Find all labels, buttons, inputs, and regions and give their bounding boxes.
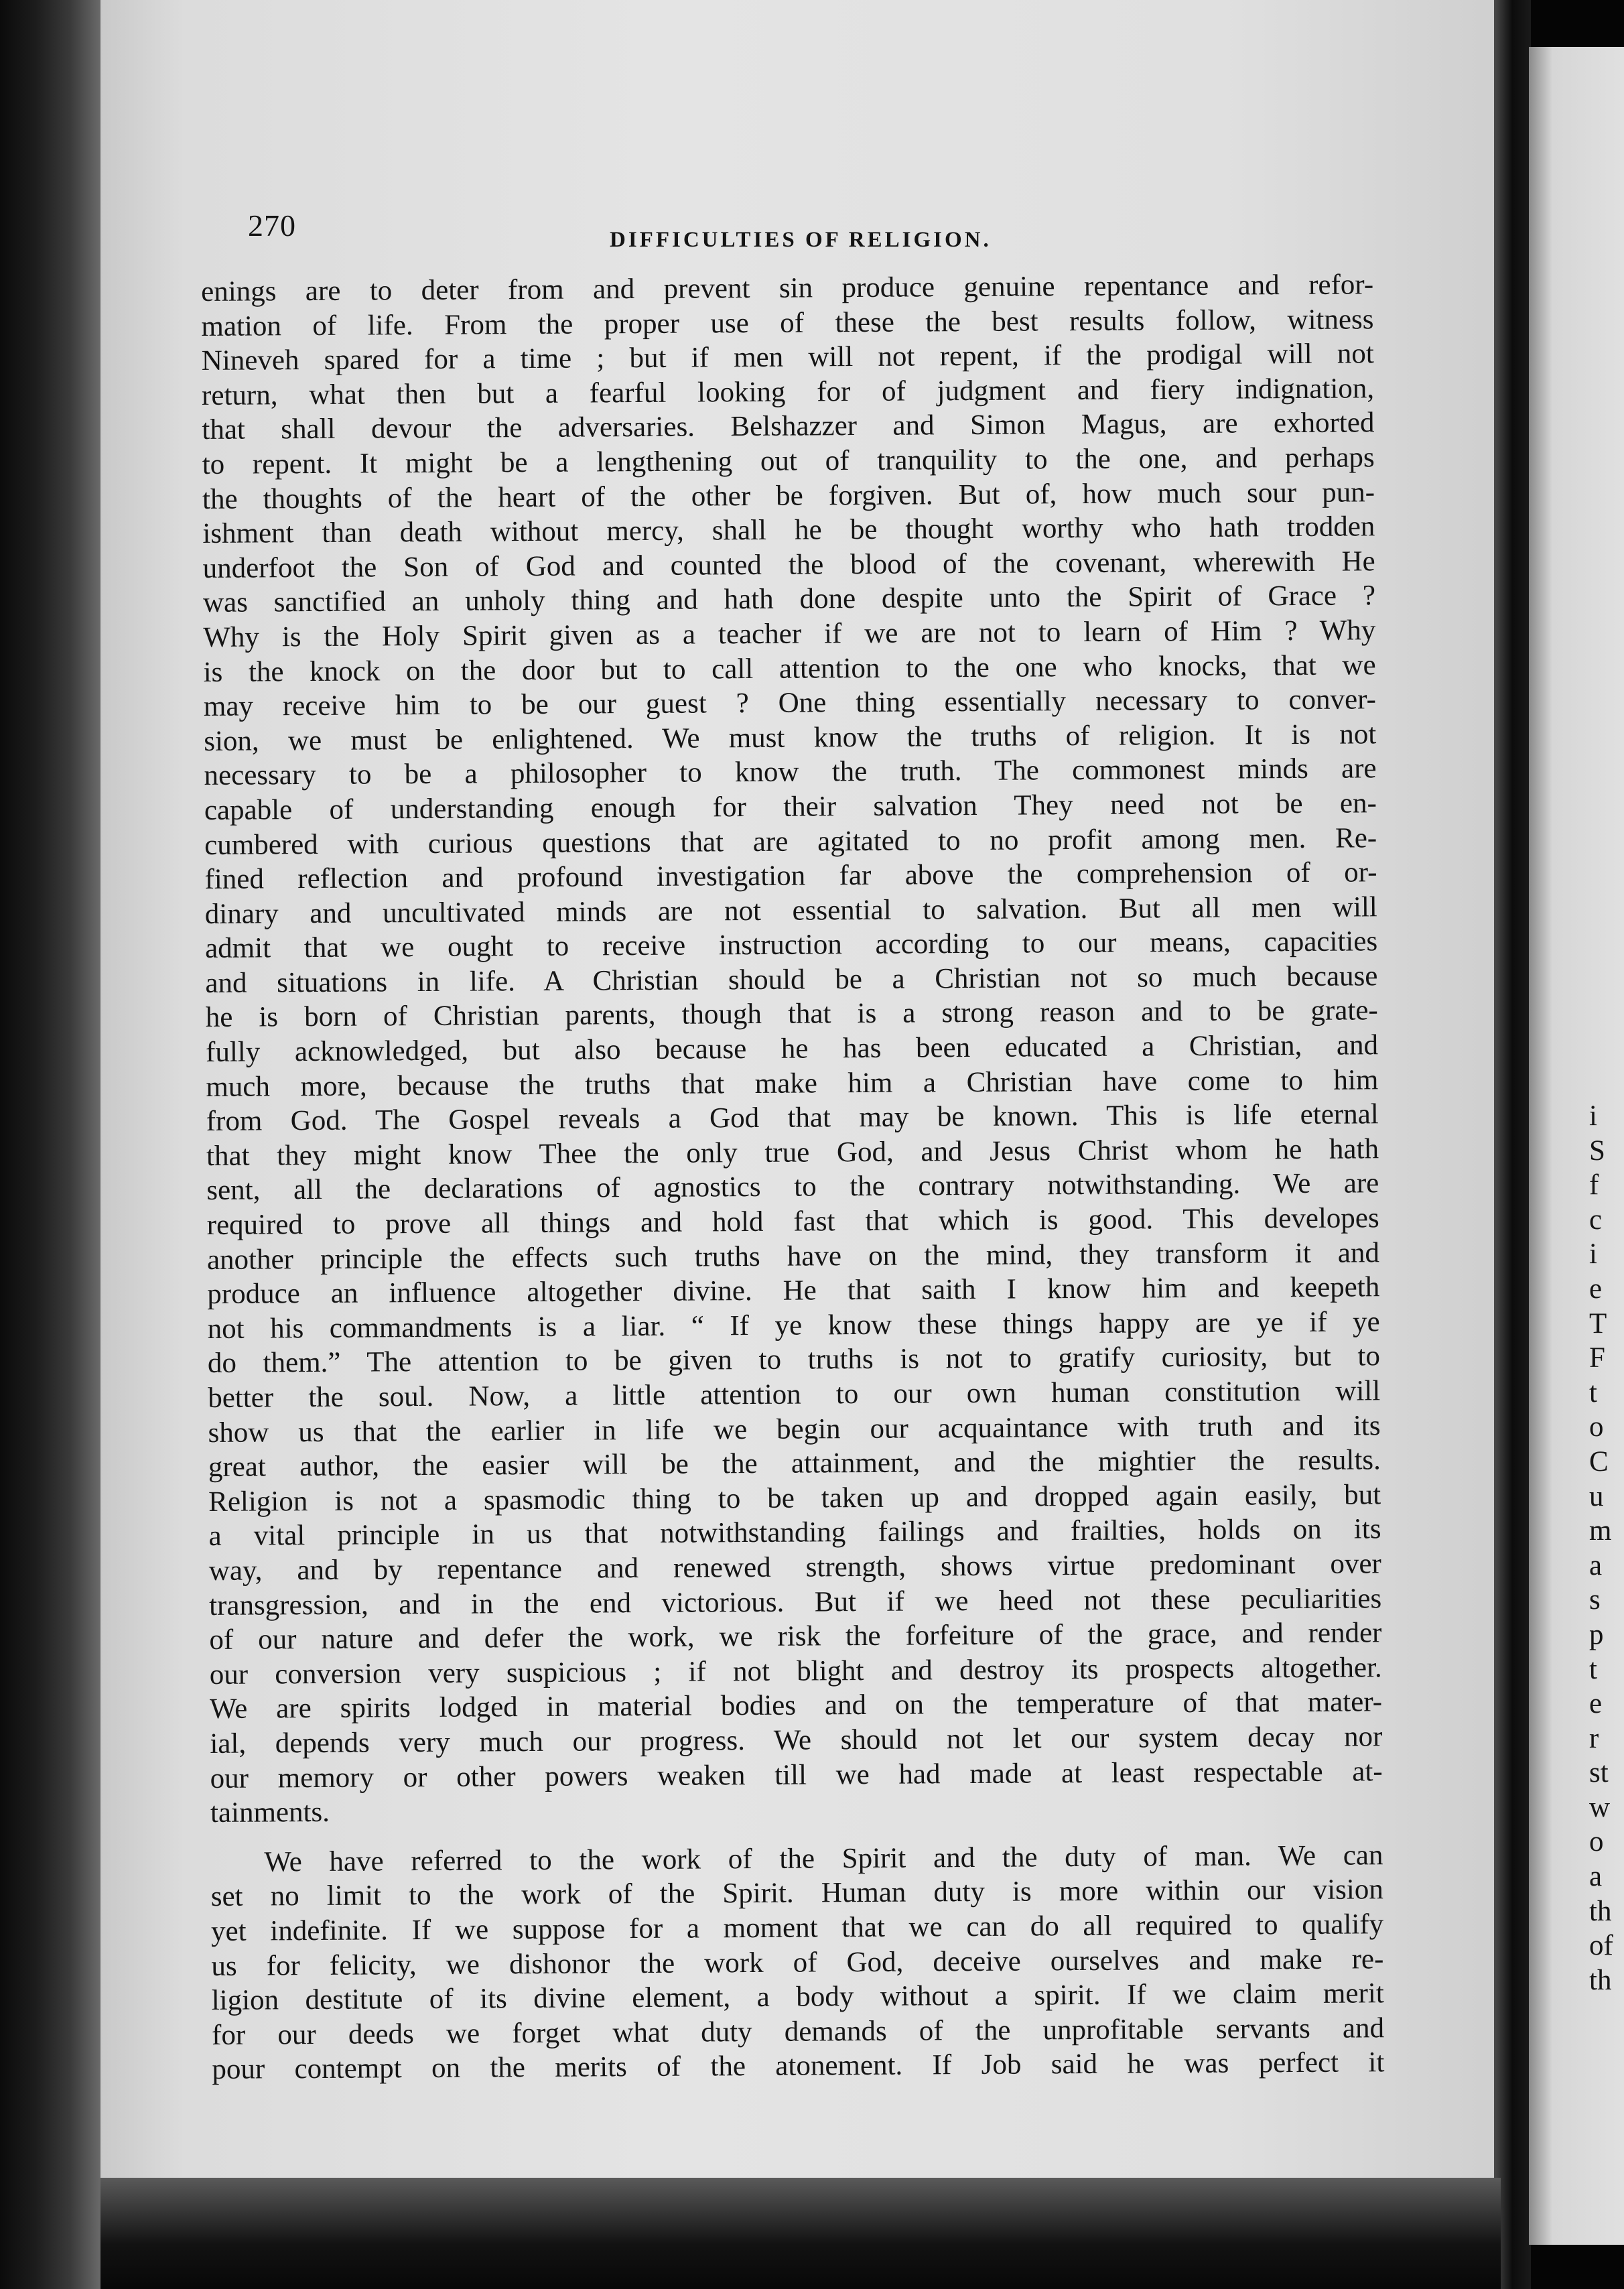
text-line: Nineveh spared for a time ; but if men will not repent, if the prodigal will not (201, 338, 1374, 377)
text-line: mation of life. From the proper use of these the best results follow, witness (201, 303, 1374, 342)
facing-page-line-fragment: th (1589, 1964, 1612, 1996)
body-text (201, 267, 1384, 2087)
text-line: ishment than death without mercy, shall he be thought worthy who hath trodden (202, 511, 1375, 550)
text-line: Why is the Holy Spirit given as a teacher if we are not to learn of Him ? Why (203, 614, 1376, 653)
facing-page-edge (1529, 47, 1624, 2245)
text-line: transgression, and in the end victorious. But if we heed not these peculiarities (208, 1582, 1382, 1622)
text-line: our conversion very suspicious ; if not blight and destroy its prospects altogether. (209, 1652, 1382, 1691)
text-line: show us that the earlier in life we begin our acquaintance with truth and its (208, 1409, 1381, 1449)
text-line: way, and by repentance and renewed strength, shows virtue predominant over (208, 1548, 1381, 1587)
text-line: us for felicity, we dishonor the work of God, deceive ourselves and make re- (211, 1943, 1384, 1982)
page-bottom-edge (100, 2178, 1501, 2289)
text-line: is the knock on the door but to call attention to the one who knocks, that we (203, 649, 1376, 688)
text-line: not his commandments is a liar. “ If ye know these things happy are ye if ye (207, 1306, 1380, 1345)
text-line: he is born of Christian parents, though that is a strong reason and to be grate- (205, 994, 1378, 1034)
text-line: a vital principle in us that notwithstanding failings and frailties, holds on its (208, 1513, 1381, 1553)
text-line: return, what then but a fearful looking for of judgment and fiery indignation, (201, 373, 1375, 411)
text-line: sion, we must be enlightened. We must know the truths of religion. It is not (204, 718, 1377, 757)
facing-page-line-fragment: a (1589, 1549, 1603, 1581)
page-number: 270 (248, 208, 296, 243)
facing-page-line-fragment: m (1589, 1515, 1612, 1547)
text-line: tainments. (210, 1796, 330, 1829)
text-line: ial, depends very much our progress. We should not let our system decay nor (210, 1721, 1383, 1760)
text-line: underfoot the Son of God and counted the blood of the covenant, wherewith He (202, 545, 1375, 584)
text-line: We have referred to the work of the Spirit and the duty of man. We can (264, 1839, 1383, 1878)
facing-page-line-fragment: e (1589, 1272, 1603, 1305)
text-line: sent, all the declarations of agnostics to the contrary notwithstanding. We are (206, 1167, 1379, 1207)
text-line: may receive him to be our guest ? One thing essentially necessary to conver- (203, 683, 1377, 723)
text-line: better the soul. Now, a little attention to our own human constitution will (208, 1375, 1381, 1414)
text-line: admit that we ought to receive instruction according to our means, capacities (205, 925, 1378, 965)
text-line: for our deeds we forget what duty demands of the unprofitable servants and (211, 2012, 1385, 2051)
facing-page-line-fragment: e (1589, 1688, 1603, 1720)
text-line: that they might know Thee the only true God, and Jesus Christ whom he hath (206, 1133, 1379, 1172)
text-line: to repent. It might be a lengthening out of tranquility to the one, and perhaps (202, 442, 1375, 480)
text-line: fully acknowledged, but also because he has been educated a Christian, and (205, 1029, 1379, 1069)
text-line: We are spirits lodged in material bodies and on the temperature of that mater- (209, 1686, 1383, 1725)
text-line: that shall devour the adversaries. Belshazzer and Simon Magus, are exhorted (202, 407, 1375, 446)
text-line: of our nature and defer the work, we risk the forfeiture of the grace, and render (209, 1617, 1382, 1656)
text-line: the thoughts of the heart of the other be forgiven. But of, how much sour pun- (202, 476, 1375, 515)
book-gutter (1494, 0, 1531, 2289)
text-line: enings are to deter from and prevent sin produce genuine repentance and refor- (201, 269, 1374, 308)
paragraph (210, 1838, 1384, 2087)
facing-page-text (1589, 1099, 1613, 1998)
facing-page-line-fragment: S (1589, 1134, 1605, 1167)
text-line: dinary and uncultivated minds are not essential to salvation. But all men will (204, 891, 1377, 930)
text-line: set no limit to the work of the Spirit. Human duty is more within our vision (210, 1874, 1383, 1913)
running-title: DIFFICULTIES OF RELIGION. (610, 228, 992, 252)
text-line: pour contempt on the merits of the atonement. If Job said he was perfect it (212, 2046, 1385, 2086)
text-line: Religion is not a spasmodic thing to be taken up and dropped again easily, but (208, 1479, 1381, 1518)
facing-page-line-fragment: i (1589, 1100, 1597, 1132)
facing-page-line-fragment: th (1589, 1895, 1612, 1927)
facing-page-line-fragment: T (1589, 1307, 1607, 1339)
text-line: much more, because the truths that make him a Christian have come to him (206, 1063, 1379, 1103)
book-binding-edge (0, 0, 100, 2289)
facing-page-line-fragment: u (1589, 1480, 1604, 1512)
facing-page-line-fragment: o (1589, 1411, 1604, 1443)
text-line: produce an influence altogether divine. He that saith I know him and keepeth (207, 1271, 1380, 1311)
text-line: necessary to be a philosopher to know the truth. The commonest minds are (204, 753, 1377, 792)
text-line: great author, the easier will be the attainment, and the mightier the results. (208, 1444, 1381, 1484)
text-line: cumbered with curious questions that are agitated to no profit among men. Re- (204, 822, 1377, 861)
facing-page-line-fragment: a (1589, 1861, 1603, 1893)
text-line: ligion destitute of its divine element, a body without a spirit. If we claim merit (211, 1977, 1384, 2017)
text-line: do them.” The attention to be given to truths is not to gratify curiosity, but to (207, 1340, 1381, 1380)
facing-page-line-fragment: c (1589, 1203, 1603, 1236)
facing-page-line-fragment: r (1589, 1722, 1599, 1754)
facing-page-line-fragment: w (1589, 1791, 1611, 1823)
facing-page-line-fragment: p (1589, 1618, 1604, 1650)
text-line: was sanctified an unholy thing and hath done despite unto the Spirit of Grace ? (202, 580, 1376, 619)
facing-page-line-fragment: C (1589, 1445, 1609, 1478)
facing-page-line-fragment: st (1589, 1757, 1609, 1789)
text-line: fined reflection and profound investigation far above the comprehension of or- (204, 856, 1377, 896)
facing-page-line-fragment: s (1589, 1584, 1601, 1616)
text-line: another principle the effects such truths have on the mind, they transform it and (206, 1236, 1380, 1276)
facing-page-line-fragment: o (1589, 1826, 1604, 1858)
text-line: from God. The Gospel reveals a God that may be known. This is life eternal (206, 1098, 1379, 1138)
text-line: our memory or other powers weaken till we had made at least respectable at- (210, 1755, 1383, 1794)
facing-page-line-fragment: f (1589, 1169, 1599, 1201)
facing-page-line-fragment: of (1589, 1930, 1613, 1962)
facing-page-line-fragment: i (1589, 1238, 1597, 1270)
text-line: yet indefinite. If we suppose for a moment that we can do all required to qualify (210, 1908, 1384, 1947)
text-line: and situations in life. A Christian should be a Christian not so much because (205, 960, 1378, 999)
facing-page-line-fragment: t (1589, 1653, 1597, 1685)
facing-page-line-fragment: t (1589, 1376, 1597, 1409)
facing-page-line-fragment: F (1589, 1342, 1605, 1374)
text-line: required to prove all things and hold fast that which is good. This developes (206, 1202, 1379, 1242)
paragraph (201, 267, 1383, 1830)
text-line: capable of understanding enough for their salvation They need not be en- (204, 787, 1377, 826)
